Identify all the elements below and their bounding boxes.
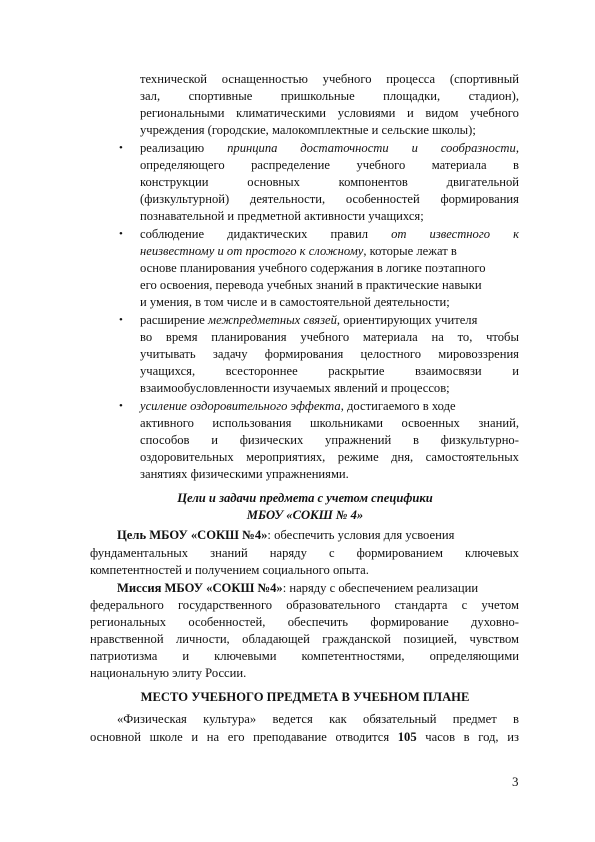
place-line-2: основной школе и на его преподавание отводится 105 часов в год, из <box>90 730 519 744</box>
place-heading: МЕСТО УЧЕБНОГО ПРЕДМЕТА В УЧЕБНОМ ПЛАНЕ <box>140 690 470 704</box>
bullet-3-line-4: учащихся, всестороннее раскрытие взаимосвязи и <box>140 364 519 378</box>
bullet-1-line-1: реализацию принципа достаточности и сообразности, <box>140 141 519 155</box>
intro-line-2: зал, спортивные пришкольные площадки, стадион), <box>140 89 519 103</box>
bullet-4-line-2: активного использования школьниками освоенных знаний, <box>140 416 519 430</box>
bullet-4-line-1: усиление оздоровительного эффекта, достигаемого в ходе <box>140 399 456 413</box>
mission-line-6: национальную элиту России. <box>90 666 247 680</box>
bullet-3-line-1: расширение межпредметных связей, ориентирующих учителя <box>140 313 478 327</box>
bullet-2-line-3: основе планирования учебного содержания в логике поэтапного <box>140 261 486 275</box>
bullet-3-line-5: взаимообусловленности изучаемых явлений и процессов; <box>140 381 450 395</box>
goals-heading-2: МБОУ «СОКШ № 4» <box>246 508 364 522</box>
bullet-3-marker: • <box>119 314 123 326</box>
bullet-2-marker: • <box>119 228 123 240</box>
intro-line-1: технической оснащенностью учебного процесса (спортивный <box>140 72 519 86</box>
goal-line-3: компетентностей и получением социального опыта. <box>90 563 369 577</box>
goal-line-1: Цель МБОУ «СОКШ №4»: обеспечить условия для усвоения <box>117 528 455 542</box>
intro-line-4: учреждения (городские, малокомплектные и сельские школы); <box>140 123 476 137</box>
bullet-4-line-5: занятиях физическими упражнениями. <box>140 467 349 481</box>
bullet-4-line-3: способов и физических упражнений в физкультурно- <box>140 433 519 447</box>
mission-line-5: патриотизма и ключевыми компетентностями, определяющими <box>90 649 519 663</box>
bullet-1-line-5: познавательной и предметной активности учащихся; <box>140 209 424 223</box>
bullet-2-line-1: соблюдение дидактических правил от известного к <box>140 227 519 241</box>
bullet-2-line-2: неизвестному и от простого к сложному, которые лежат в <box>140 244 457 258</box>
bullet-3-line-2: во время планирования учебного материала на то, чтобы <box>140 330 519 344</box>
mission-line-1: Миссия МБОУ «СОКШ №4»: наряду с обеспечением реализации <box>117 581 479 595</box>
place-line-1: «Физическая культура» ведется как обязательный предмет в <box>117 712 519 726</box>
goals-heading-1: Цели и задачи предмета с учетом специфики <box>177 491 433 505</box>
bullet-2-line-4: его освоения, перевода учебных знаний в практические навыки <box>140 278 482 292</box>
bullet-1-line-2: определяющего распределение учебного материала в <box>140 158 519 172</box>
mission-line-3: региональных особенностей, обеспечить формирование духовно- <box>90 615 519 629</box>
mission-line-4: нравственной личности, обладающей гражданской позицией, чувством <box>90 632 519 646</box>
bullet-4-marker: • <box>119 400 123 412</box>
page-number: 3 <box>512 774 519 789</box>
bullet-4-line-4: оздоровительных мероприятиях, режиме дня, самостоятельных <box>140 450 519 464</box>
bullet-1-line-3: конструкции основных компонентов двигательной <box>140 175 519 189</box>
bullet-3-line-3: учитывать задачу формирования целостного мировоззрения <box>140 347 519 361</box>
bullet-1-marker: • <box>119 142 123 154</box>
bullet-1-line-4: (физкультурной) деятельности, особенностей формирования <box>140 192 519 206</box>
bullet-2-line-5: и умения, в том числе и в самостоятельной деятельности; <box>140 295 450 309</box>
mission-line-2: федерального государственного образовательного стандарта с учетом <box>90 598 519 612</box>
intro-line-3: региональными климатическими условиями и видом учебного <box>140 106 519 120</box>
goal-line-2: фундаментальных знаний наряду с формированием ключевых <box>90 546 519 560</box>
